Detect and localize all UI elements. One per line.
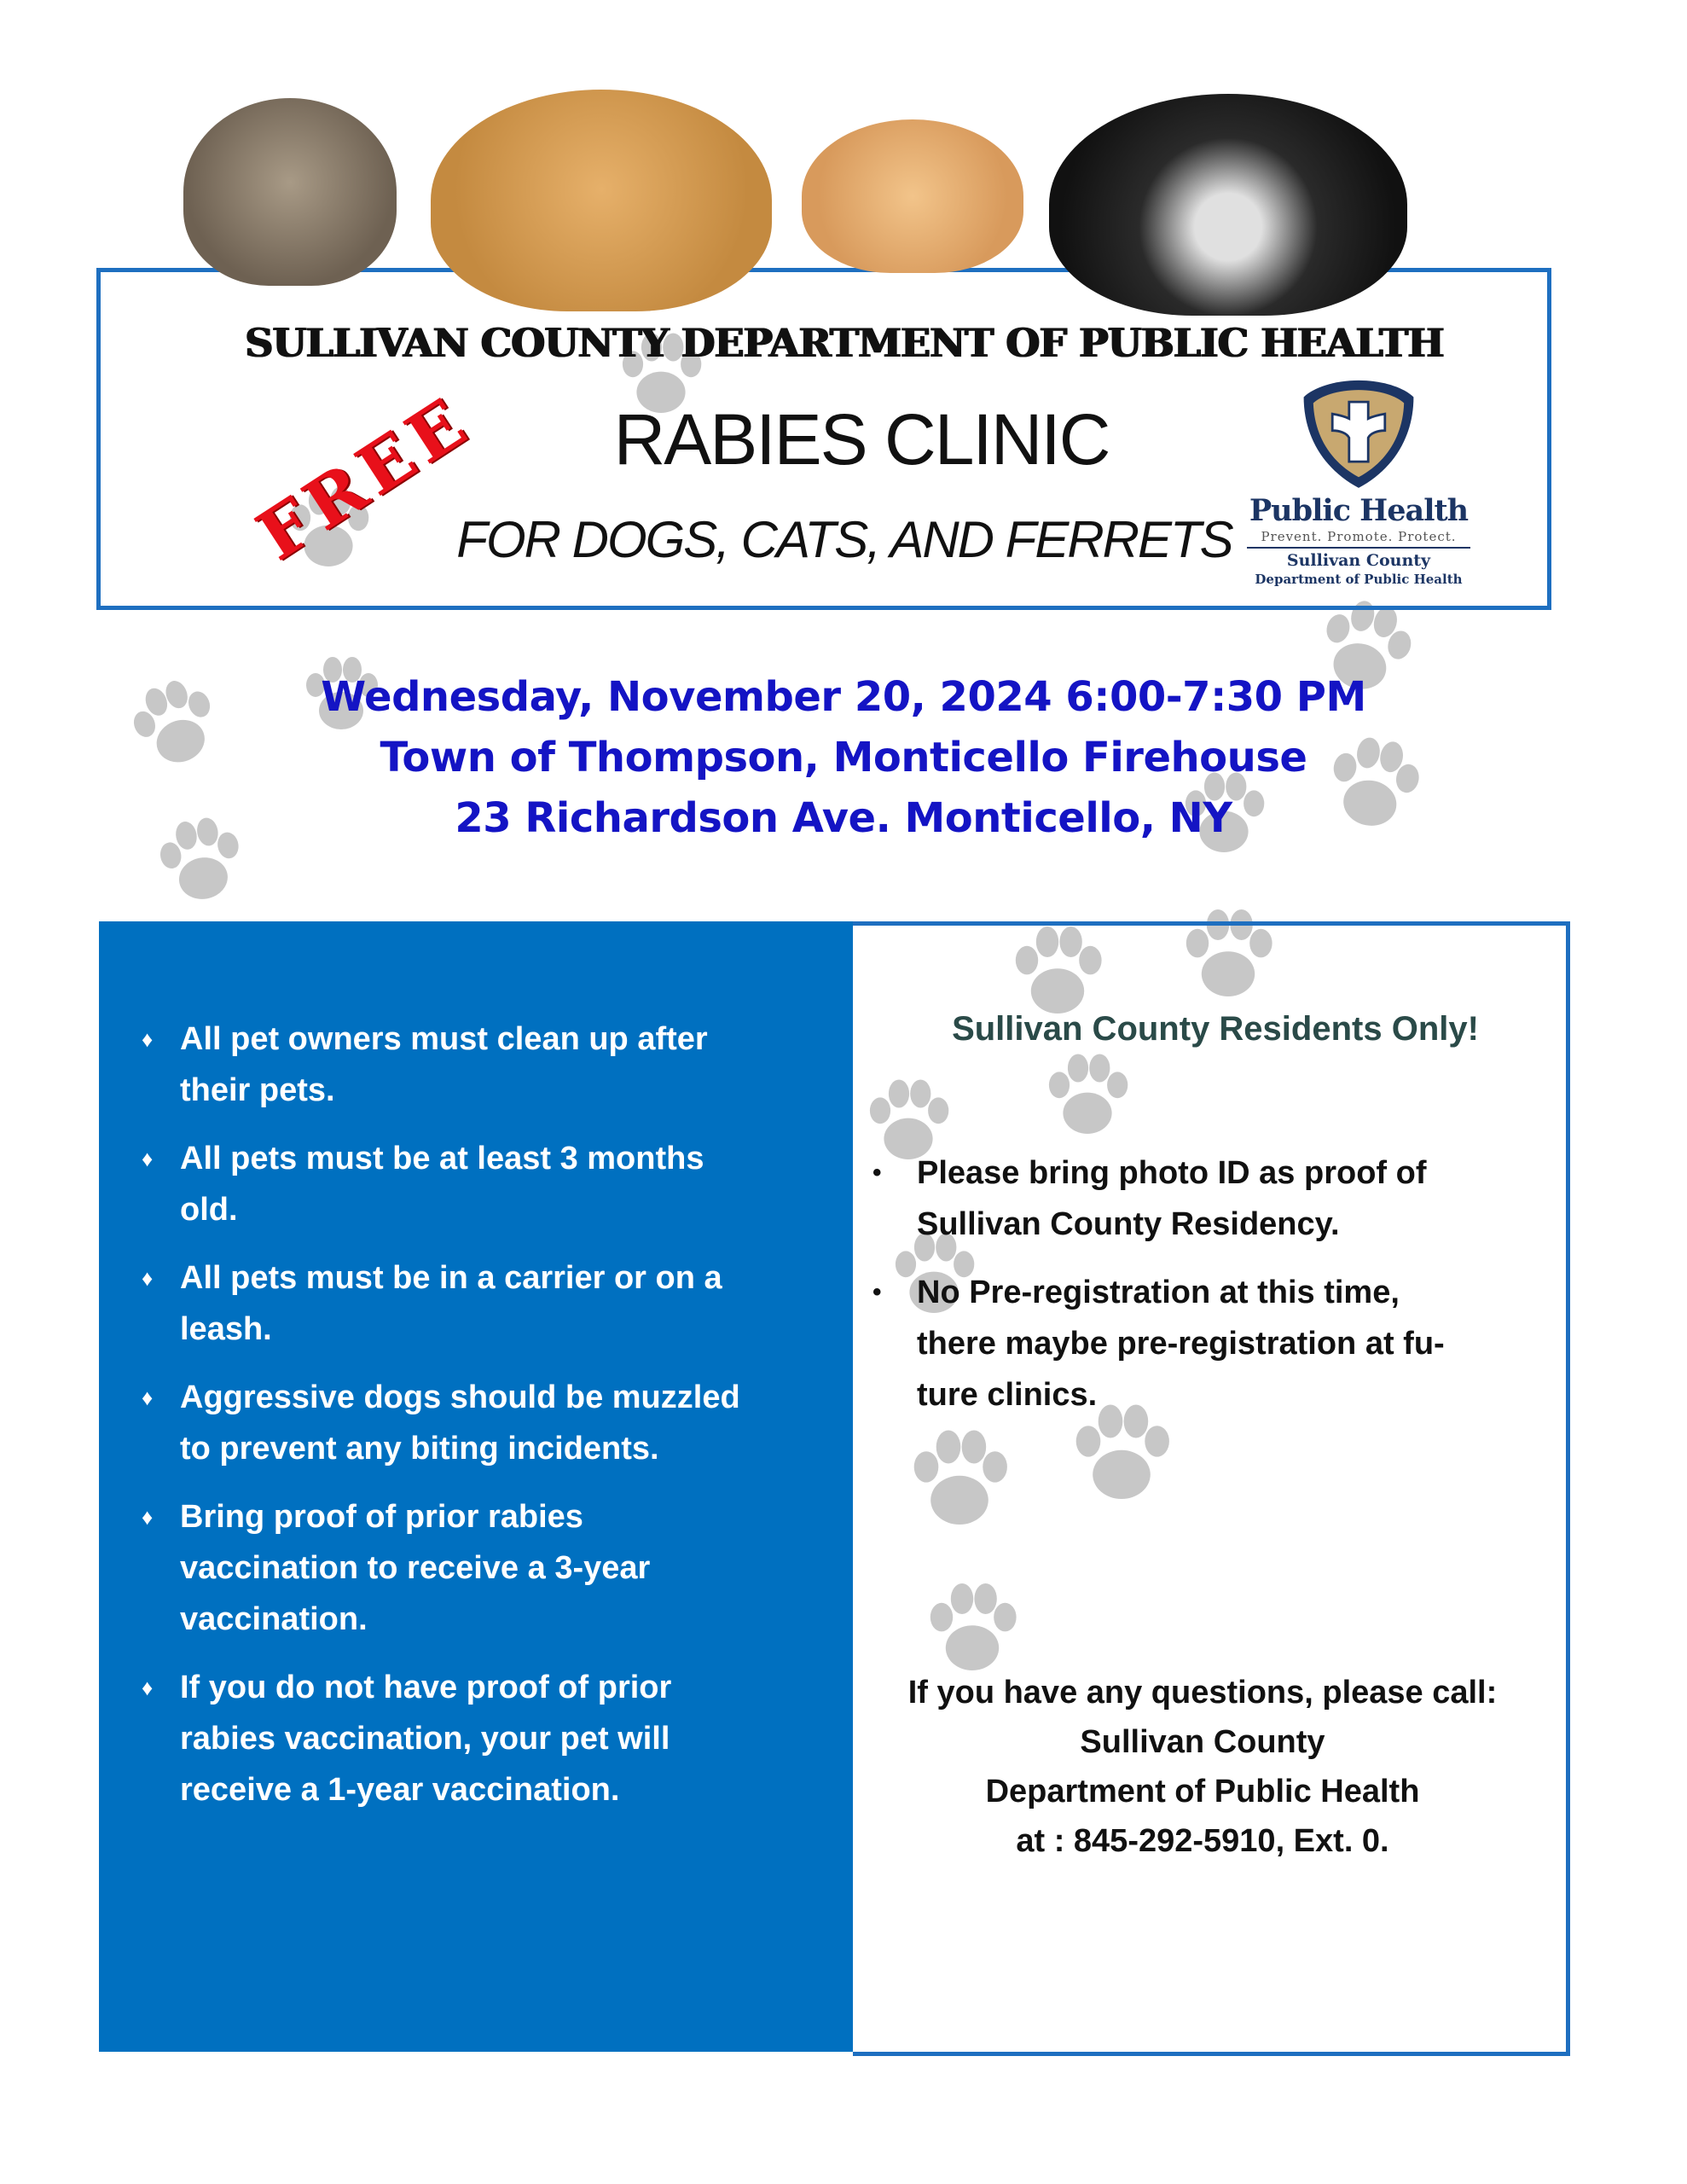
residents-line: there maybe pre-registration at fu- bbox=[917, 1326, 1445, 1362]
residents-line: ture clinics. bbox=[917, 1377, 1098, 1413]
diamond-bullet-icon: ♦ bbox=[142, 1265, 154, 1291]
diamond-bullet-icon: ♦ bbox=[142, 1385, 154, 1410]
residents-line: Sullivan County Residency. bbox=[917, 1206, 1340, 1242]
bullet-icon: • bbox=[872, 1278, 882, 1306]
rule-line: vaccination to receive a 3-year bbox=[180, 1550, 651, 1586]
contact-phone: at : 845-292-5910, Ext. 0. bbox=[1016, 1823, 1389, 1859]
residents-heading: Sullivan County Residents Only! bbox=[952, 1010, 1479, 1048]
rule-line: to prevent any biting incidents. bbox=[180, 1431, 659, 1467]
rule-line: leash. bbox=[180, 1311, 272, 1347]
logo-tagline: Prevent. Promote. Protect. bbox=[1247, 528, 1470, 549]
black-white-dog-image bbox=[1049, 94, 1407, 316]
logo-name: Public Health bbox=[1249, 493, 1469, 528]
rule-item bbox=[142, 1491, 837, 1645]
free-label: FREE bbox=[243, 380, 485, 576]
agency-title: SULLIVAN COUNTY DEPARTMENT OF PUBLIC HEALTH bbox=[245, 320, 1444, 366]
public-health-logo bbox=[1247, 375, 1470, 588]
diamond-bullet-icon: ♦ bbox=[142, 1675, 154, 1700]
rule-line: rabies vaccination, your pet will bbox=[180, 1721, 670, 1757]
rule-line: Aggressive dogs should be muzzled bbox=[180, 1380, 740, 1415]
event-venue: Town of Thompson, Monticello Firehouse bbox=[380, 734, 1307, 781]
residents-panel bbox=[853, 921, 1570, 2056]
tabby-cat-image bbox=[183, 98, 397, 286]
logo-county: Sullivan County bbox=[1286, 551, 1431, 570]
residents-list bbox=[872, 1147, 1548, 1420]
contact-line: Sullivan County bbox=[1080, 1724, 1325, 1760]
shield-cross-icon bbox=[1299, 375, 1418, 491]
logo-department: Department of Public Health bbox=[1255, 572, 1463, 587]
rule-item bbox=[142, 1252, 837, 1355]
rules-panel bbox=[99, 921, 853, 2052]
rule-line: All pet owners must clean up after bbox=[180, 1021, 708, 1057]
diamond-bullet-icon: ♦ bbox=[142, 1146, 154, 1171]
orange-cat-image bbox=[802, 119, 1023, 273]
rule-line: their pets. bbox=[180, 1072, 335, 1108]
residents-line: Please bring photo ID as proof of bbox=[917, 1155, 1427, 1191]
rule-line: Bring proof of prior rabies bbox=[180, 1499, 583, 1535]
golden-retriever-image bbox=[431, 90, 772, 311]
rule-line: old. bbox=[180, 1192, 238, 1228]
rule-item bbox=[142, 1662, 837, 1815]
diamond-bullet-icon: ♦ bbox=[142, 1504, 154, 1530]
contact-info bbox=[861, 1668, 1544, 1866]
page-subtitle: FOR DOGS, CATS, AND FERRETS bbox=[456, 511, 1232, 568]
event-datetime: Wednesday, November 20, 2024 6:00-7:30 PM bbox=[321, 673, 1366, 721]
rule-line: vaccination. bbox=[180, 1601, 368, 1637]
event-address: 23 Richardson Ave. Monticello, NY bbox=[455, 794, 1232, 842]
rule-line: All pets must be at least 3 months bbox=[180, 1141, 704, 1176]
page-title: RABIES CLINIC bbox=[613, 399, 1110, 479]
residents-item bbox=[872, 1267, 1548, 1420]
rule-line: receive a 1-year vaccination. bbox=[180, 1772, 620, 1808]
contact-line: If you have any questions, please call: bbox=[907, 1675, 1498, 1711]
rule-line: If you do not have proof of prior bbox=[180, 1670, 672, 1705]
rules-list bbox=[142, 1014, 837, 1815]
bullet-icon: • bbox=[872, 1159, 882, 1187]
rule-item bbox=[142, 1133, 837, 1235]
rule-item bbox=[142, 1372, 837, 1474]
residents-line: No Pre-registration at this time, bbox=[917, 1275, 1400, 1310]
contact-line: Department of Public Health bbox=[985, 1774, 1420, 1809]
rule-line: All pets must be in a carrier or on a bbox=[180, 1260, 722, 1296]
diamond-bullet-icon: ♦ bbox=[142, 1026, 154, 1052]
rule-item bbox=[142, 1014, 837, 1116]
residents-item bbox=[872, 1147, 1548, 1250]
